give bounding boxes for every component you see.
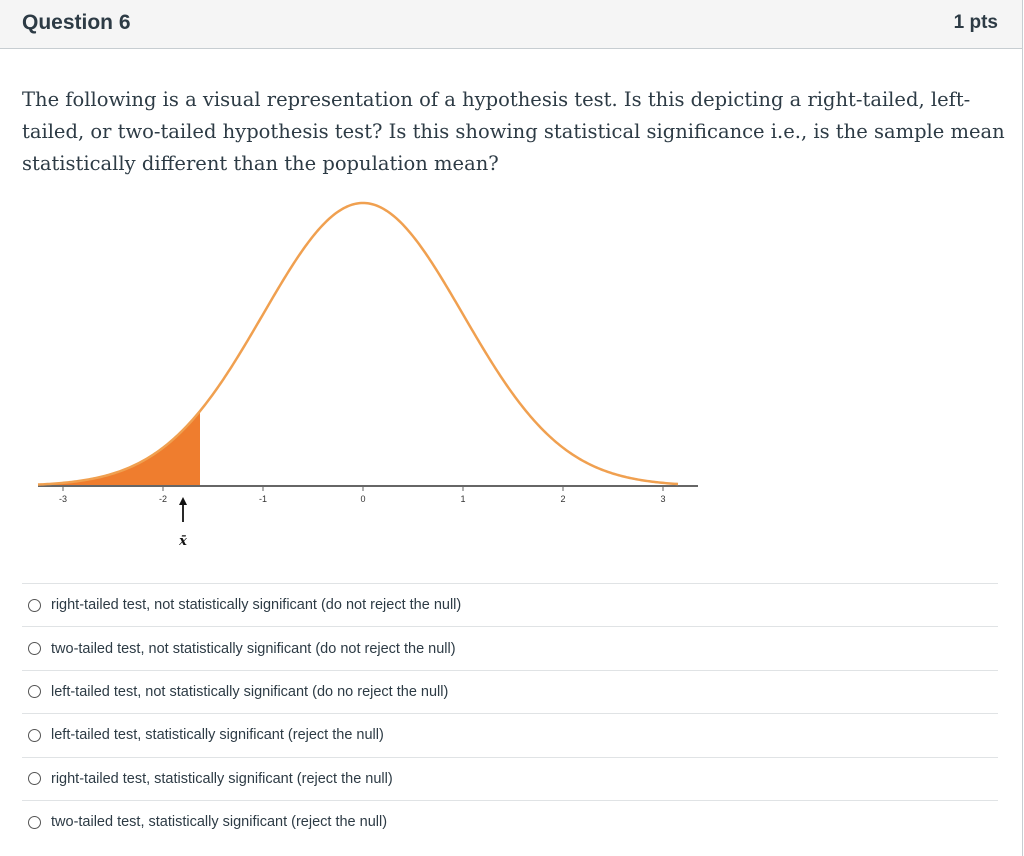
content-border [1022,0,1023,856]
answer-option[interactable] [22,800,998,843]
x-tick-label: -1 [258,494,268,504]
distribution-curve [38,203,678,485]
question-header [0,0,1022,49]
answer-option[interactable] [22,713,998,756]
answer-label[interactable]: two-tailed test, not statistically significant (do not reject the null) [51,640,456,657]
answer-option[interactable] [22,670,998,713]
answer-option[interactable] [22,626,998,669]
answer-label[interactable]: two-tailed test, statistically significant (reject the null) [51,814,388,831]
answer-label[interactable]: left-tailed test, statistically significant (reject the null) [51,727,384,744]
x-tick-label: 0 [360,494,366,504]
x-tick-label: 1 [460,494,466,504]
normal-distribution-chart [0,190,700,560]
x-tick-label: 2 [560,494,566,504]
question-points: 1 pts [953,12,998,33]
question-text: The following is a visual representation of a hypothesis test. Is this depicting a right-tailed, left-tailed, or two-tailed hypothesis test? Is this showing statistical significance i.e., is the sample mean statistically different than the population mean? [22,88,1005,175]
question-title: Question 6 [22,11,131,34]
marker-arrow-head [179,497,187,505]
radio-button[interactable] [28,729,41,742]
answer-label[interactable]: left-tailed test, not statistically significant (do no reject the null) [51,683,449,700]
answer-label[interactable]: right-tailed test, statistically significant (reject the null) [51,770,393,787]
radio-button[interactable] [28,599,41,612]
radio-button[interactable] [28,642,41,655]
answer-option[interactable] [22,583,998,626]
rejection-region-shade [38,411,200,486]
radio-button[interactable] [28,772,41,785]
answer-option[interactable] [22,757,998,800]
x-axis-ticks [59,486,666,504]
answer-label[interactable]: right-tailed test, not statistically significant (do not reject the null) [51,597,462,614]
x-tick-label: -3 [58,494,68,504]
marker-label: x̄ [179,534,187,549]
x-tick-label: 3 [660,494,666,504]
sample-mean-marker [178,497,187,549]
x-tick-label: -2 [158,494,168,504]
radio-button[interactable] [28,816,41,829]
radio-button[interactable] [28,685,41,698]
answer-list [22,583,998,843]
